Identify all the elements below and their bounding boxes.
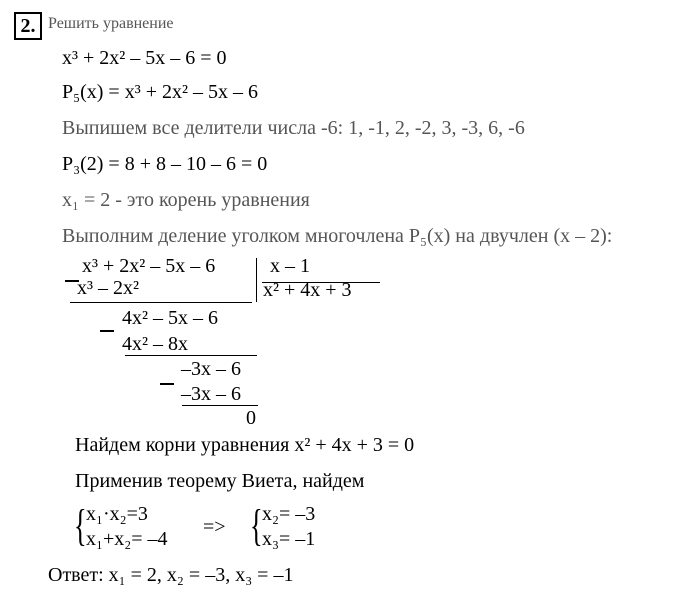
root-text: x₁ = 2 - это корень уравнения xyxy=(62,189,310,211)
implies-arrow: => xyxy=(203,516,226,538)
division-intro: Выполним деление уголком многочлена P₅(x) на двучлен (x – 2): xyxy=(62,225,613,247)
system-left-1: x₁·x₂=3 xyxy=(86,503,148,525)
remainder-2: –3x – 6 xyxy=(181,358,241,380)
minus-sign xyxy=(100,330,114,332)
system-brace-right: { xyxy=(250,501,263,550)
subtrahend-1: x³ – 2x² xyxy=(77,277,139,299)
subtrahend-3: –3x – 6 xyxy=(181,383,241,405)
dividend: x³ + 2x² – 5x – 6 xyxy=(82,255,216,277)
remainder-1: 4x² – 5x – 6 xyxy=(122,307,218,329)
division-line xyxy=(70,302,252,303)
system-brace-left: { xyxy=(74,501,87,550)
vieta-line: Применив теорему Виета, найдем xyxy=(75,470,365,492)
system-right-2: x₃= –1 xyxy=(262,528,316,550)
task-number: 2. xyxy=(14,12,42,40)
system-left-2: x₁+x₂= –4 xyxy=(86,528,168,550)
minus-sign xyxy=(160,383,174,385)
roots-line: Найдем корни уравнения x² + 4x + 3 = 0 xyxy=(75,434,415,456)
system-right-1: x₂= –3 xyxy=(262,503,316,525)
task-title: Решить уравнение xyxy=(48,15,174,32)
subtrahend-2: 4x² – 8x xyxy=(122,333,188,355)
check-line: P₃(2) = 8 + 8 – 10 – 6 = 0 xyxy=(62,153,268,175)
equation: x³ + 2x² – 5x – 6 = 0 xyxy=(62,47,227,69)
polynomial: P₅(x) = x³ + 2x² – 5x – 6 xyxy=(62,81,258,103)
final-remainder: 0 xyxy=(246,407,256,429)
quotient: x² + 4x + 3 xyxy=(263,279,352,301)
divisors-text: Выпишем все делители числа -6: 1, -1, 2, -2, 3, -3, 6, -6 xyxy=(62,117,525,139)
answer: Ответ: x₁ = 2, x₂ = –3, x₃ = –1 xyxy=(48,564,294,586)
division-bar xyxy=(256,258,257,302)
divisor: x – 1 xyxy=(270,255,310,277)
division-line xyxy=(125,355,257,356)
